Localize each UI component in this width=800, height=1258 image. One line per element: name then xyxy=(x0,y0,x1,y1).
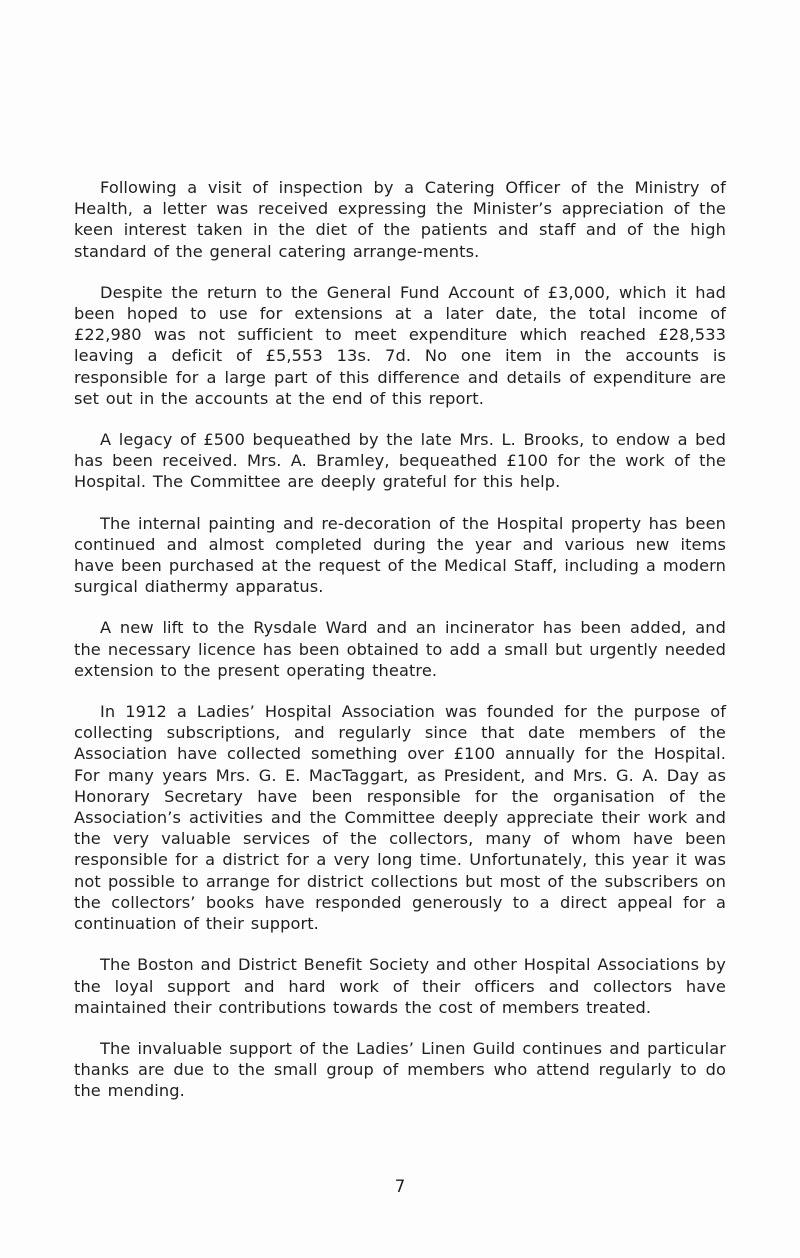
paragraph-finances: Despite the return to the General Fund Account of £3,000, which it had been hoped to use for extensions at a later date, the total income of £22,980 was not sufficient to meet expenditure which reached £28,533 leaving a deficit of £5,553 13s. 7d. No one item in the accounts is responsible for a large part of this difference and details of expenditure are set out in the accounts at the end of this report. xyxy=(74,282,726,408)
paragraph-benefit-society: The Boston and District Benefit Society and other Hospital Associations by the loyal support and hard work of their officers and collectors have maintained their contributions towards the cost of members treated. xyxy=(74,955,726,1017)
paragraph-ladies-association: In 1912 a Ladies’ Hospital Association was founded for the purpose of collecting subscriptions, and regularly since that date members of the Association have collected something over £100 annually for the Hospital. For many years Mrs. G. E. MacTaggart, as President, and Mrs. G. A. Day as Honorary Secretary have been responsible for the organisation of the Association’s activities and the Committee deeply appreciate their work and the very valuable services of the collectors, many of whom have been responsible for a district for a very long time. Unfortunately, this year it was not possible to arrange for district collections but most of the subscribers on the collectors’ books have responded generously to a direct appeal for a continuation of their support. xyxy=(74,702,726,934)
body-text xyxy=(74,177,726,1122)
paragraph-painting-redecoration: The internal painting and re-decoration of the Hospital property has been continued and almost completed during the year and various new items have been purchased at the request of the Medical Staff, including a modern surgical diathermy apparatus. xyxy=(74,513,726,597)
paragraph-legacies: A legacy of £500 bequeathed by the late Mrs. L. Brooks, to endow a bed has been received. Mrs. A. Bramley, bequeathed £100 for the work of the Hospital. The Committee are deeply grateful for this help. xyxy=(74,430,726,492)
paragraph-lift-incinerator: A new lift to the Rysdale Ward and an incinerator has been added, and the necessary licence has been obtained to add a small but urgently needed extension to the present operating theatre. xyxy=(74,618,726,680)
paragraph-catering-inspection: Following a visit of inspection by a Catering Officer of the Ministry of Health, a letter was received expressing the Minister’s appreciation of the keen interest taken in the diet of the patients and staff and of the high standard of the general catering arrange-ments. xyxy=(74,178,726,261)
paragraph-linen-guild: The invaluable support of the Ladies’ Linen Guild continues and particular thanks are due to the small group of members who attend regularly to do the mending. xyxy=(74,1038,726,1101)
page-number: 7 xyxy=(394,1177,406,1196)
